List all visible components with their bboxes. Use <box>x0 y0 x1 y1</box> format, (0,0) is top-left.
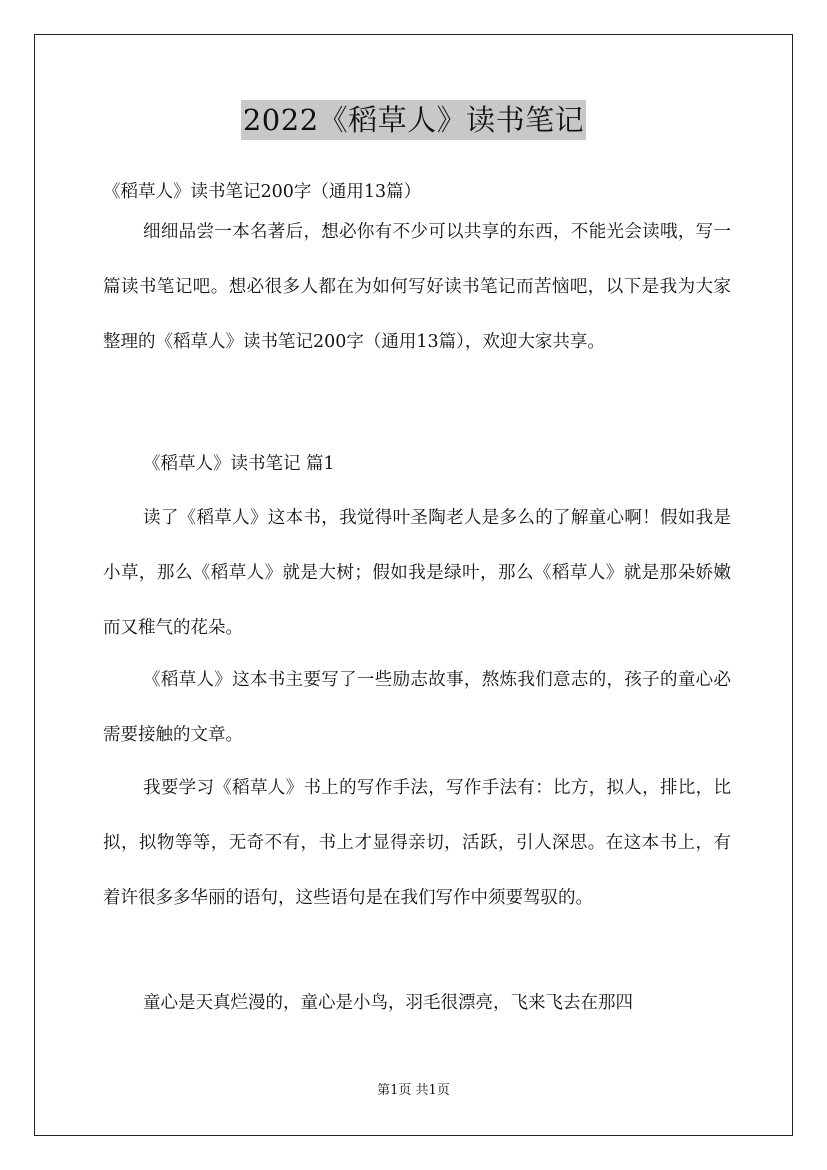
intro-paragraph: 细细品尝一本名著后，想必你有不少可以共享的东西，不能光会读哦，写一篇读书笔记吧。想必很多人都在为如何写好读书笔记而苦恼吧，以下是我为大家整理的《稻草人》读书笔记200字（通用13篇），欢迎大家共享。 <box>103 222 731 352</box>
section-heading: 《稻草人》读书笔记 篇1 <box>143 454 335 474</box>
title-wrap <box>0 100 827 140</box>
body-paragraph: 童心是天真烂漫的，童心是小鸟，羽毛很漂亮，飞来飞去在那四 <box>143 993 633 1013</box>
page-number-footer: 第1页 共1页 <box>377 1083 450 1098</box>
document-subtitle: 《稻草人》读书笔记200字（通用13篇） <box>103 182 422 202</box>
body-paragraph: 读了《稻草人》这本书，我觉得叶圣陶老人是多么的了解童心啊！假如我是小草，那么《稻草人》就是大树；假如我是绿叶，那么《稻草人》就是那朵娇嫩而又稚气的花朵。 <box>103 508 731 638</box>
document-title: 2022《稻草人》读书笔记 <box>241 100 586 140</box>
body-paragraph: 《稻草人》这本书主要写了一些励志故事，熬炼我们意志的，孩子的童心必需要接触的文章。 <box>103 670 731 745</box>
body-paragraph: 我要学习《稻草人》书上的写作手法，写作手法有：比方，拟人，排比，比拟，拟物等等，无奇不有，书上才显得亲切，活跃，引人深思。在这本书上，有着许很多多华丽的语句，这些语句是在我们写作中须要驾驭的。 <box>103 778 731 908</box>
